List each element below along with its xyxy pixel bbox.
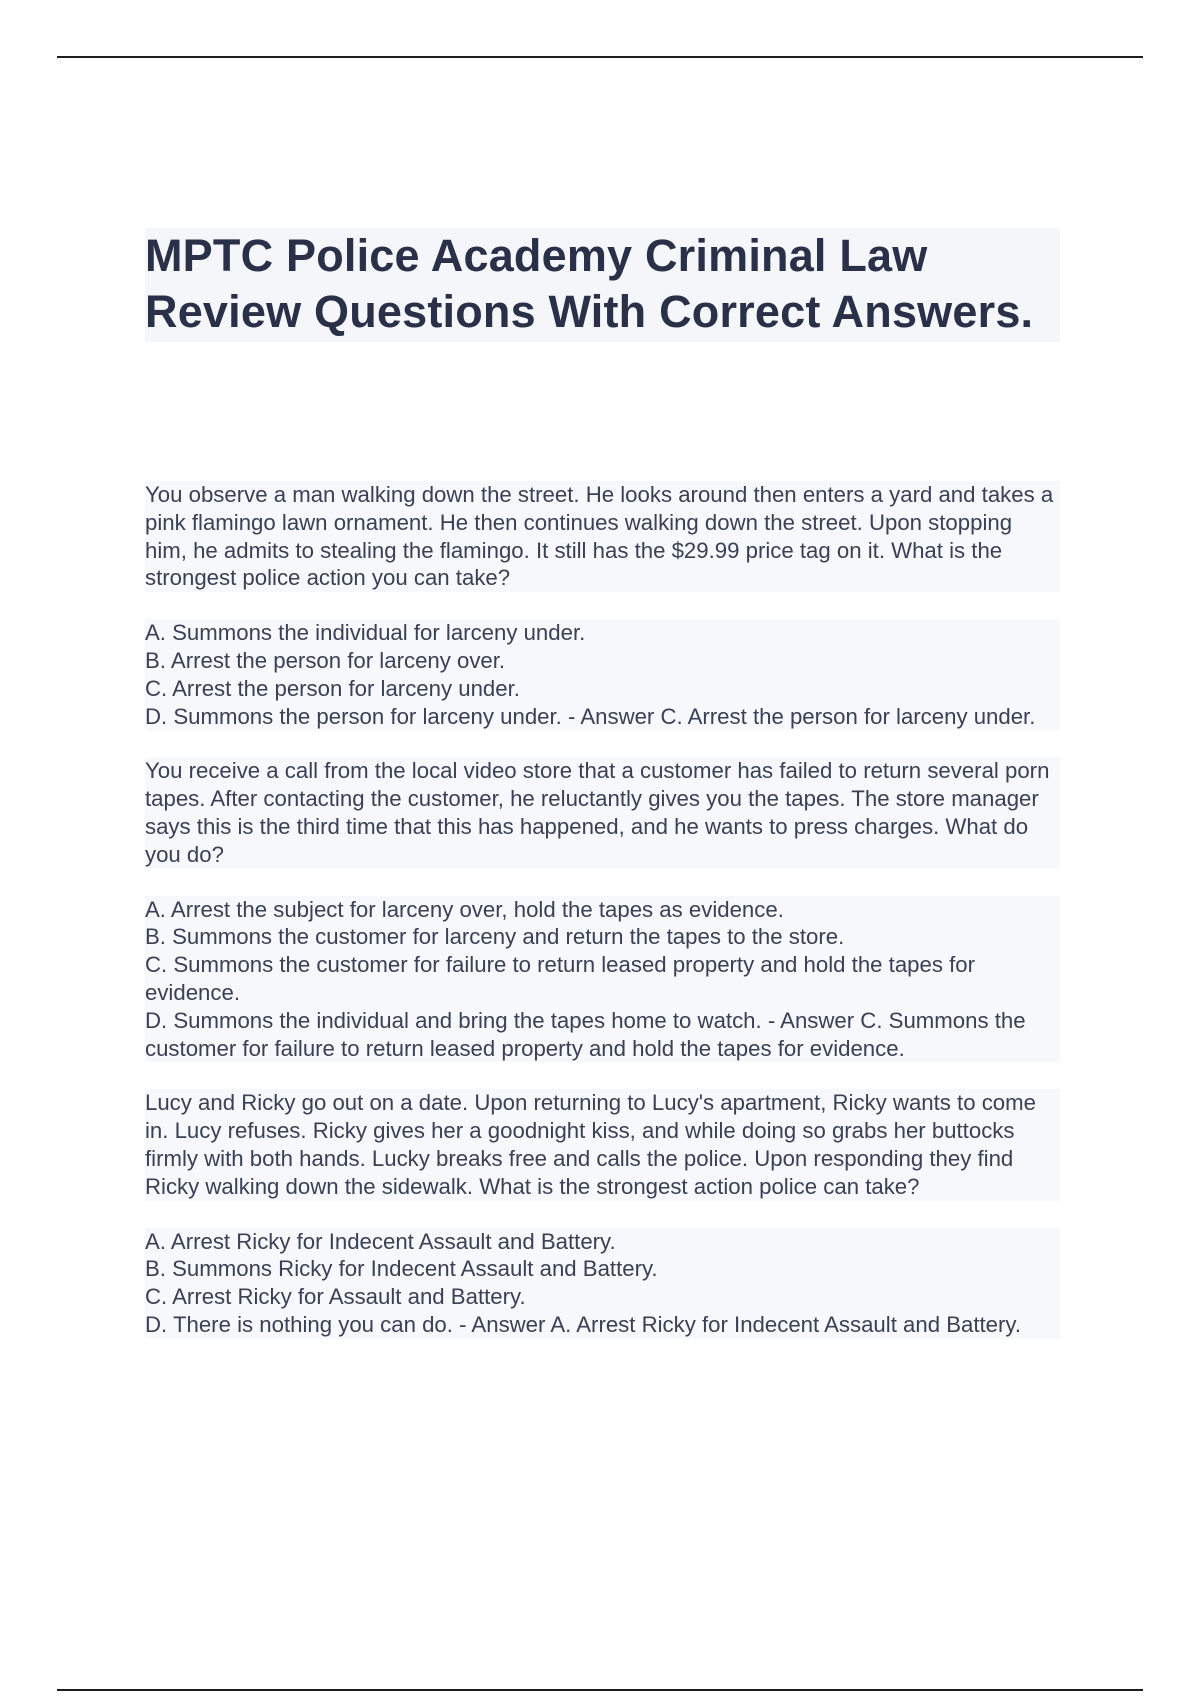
option-c: C. Summons the customer for failure to return leased property and hold the tapes for evidence. — [145, 951, 1060, 1007]
question-list — [145, 481, 1060, 1339]
answer-options — [145, 896, 1060, 1063]
answer-options — [145, 1228, 1060, 1339]
footer-rule — [57, 1689, 1143, 1691]
title-block — [145, 228, 1060, 342]
option-a: A. Summons the individual for larceny under. — [145, 619, 1060, 647]
option-a: A. Arrest the subject for larceny over, hold the tapes as evidence. — [145, 896, 1060, 924]
header-rule — [57, 56, 1143, 58]
question-2 — [145, 757, 1060, 1062]
question-prompt: You observe a man walking down the street. He looks around then enters a yard and takes a pink flamingo lawn ornament. He then continues walking down the street. Upon stopping him, he admits to stealing the flamingo. It still has the $29.99 price tag on it. What is the strongest police action you can take? — [145, 481, 1060, 592]
answer-options — [145, 619, 1060, 730]
question-1 — [145, 481, 1060, 730]
option-b: B. Summons the customer for larceny and return the tapes to the store. — [145, 923, 1060, 951]
question-prompt: Lucy and Ricky go out on a date. Upon returning to Lucy's apartment, Ricky wants to come in. Lucy refuses. Ricky gives her a goodnight kiss, and while doing so grabs her buttocks firmly with both hands. Lucky breaks free and calls the police. Upon responding they find Ricky walking down the sidewalk. What is the strongest action police can take? — [145, 1089, 1060, 1200]
document-body — [145, 228, 1060, 1366]
option-b: B. Summons Ricky for Indecent Assault and Battery. — [145, 1255, 1060, 1283]
option-a: A. Arrest Ricky for Indecent Assault and Battery. — [145, 1228, 1060, 1256]
document-title: MPTC Police Academy Criminal Law Review Questions With Correct Answers. — [145, 230, 1034, 337]
option-d-with-answer: D. Summons the person for larceny under. - Answer C. Arrest the person for larceny under. — [145, 703, 1060, 731]
option-b: B. Arrest the person for larceny over. — [145, 647, 1060, 675]
option-d-with-answer: D. Summons the individual and bring the tapes home to watch. - Answer C. Summons the customer for failure to return leased property and hold the tapes for evidence. — [145, 1007, 1060, 1063]
question-3 — [145, 1089, 1060, 1338]
option-c: C. Arrest Ricky for Assault and Battery. — [145, 1283, 1060, 1311]
question-prompt: You receive a call from the local video store that a customer has failed to return several porn tapes. After contacting the customer, he reluctantly gives you the tapes. The store manager says this is the third time that this has happened, and he wants to press charges. What do you do? — [145, 757, 1060, 868]
option-c: C. Arrest the person for larceny under. — [145, 675, 1060, 703]
option-d-with-answer: D. There is nothing you can do. - Answer A. Arrest Ricky for Indecent Assault and Battery. — [145, 1311, 1060, 1339]
